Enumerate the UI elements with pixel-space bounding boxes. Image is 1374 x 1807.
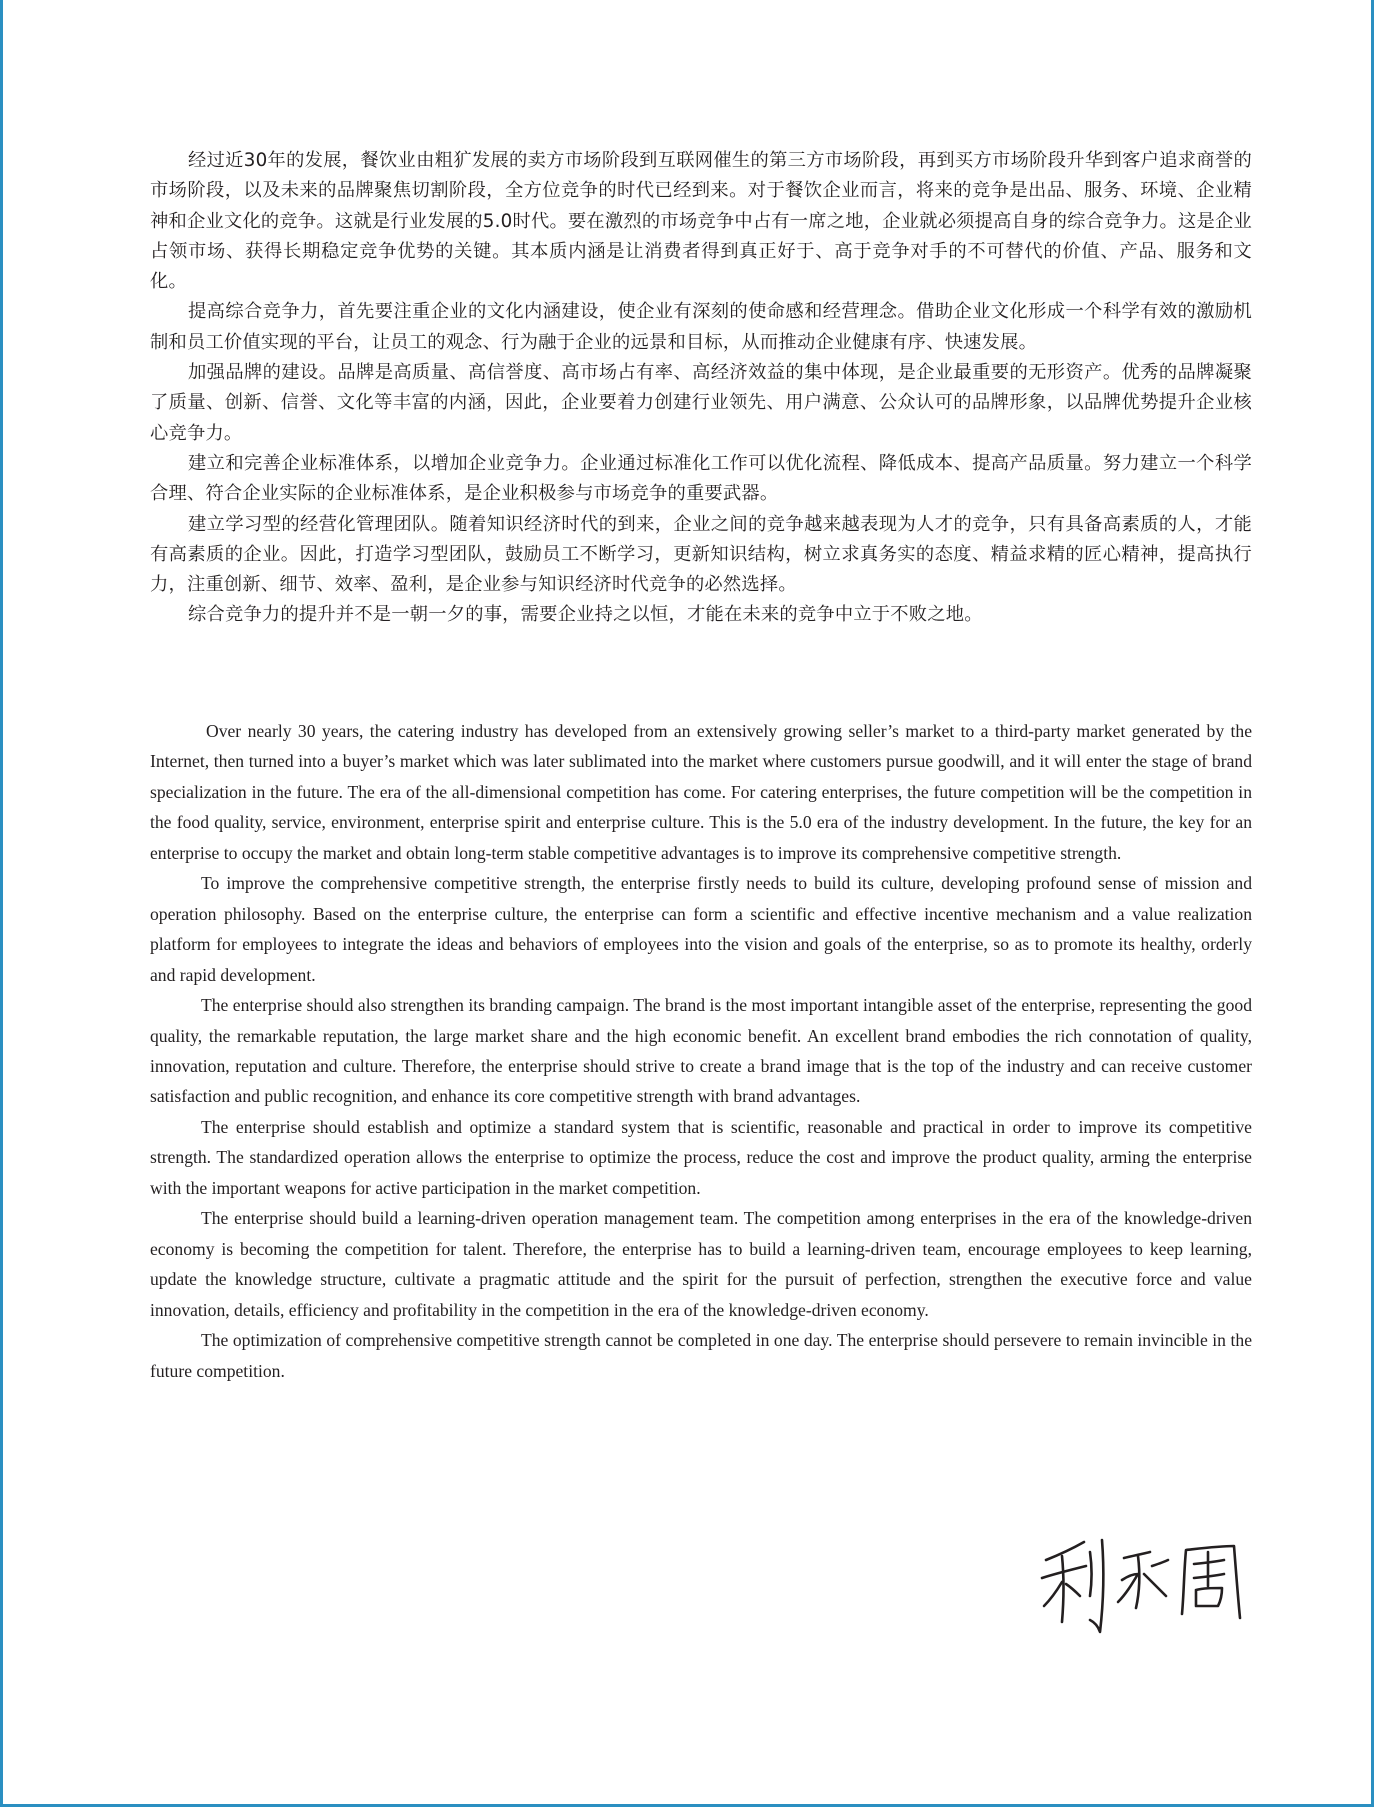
chinese-paragraph-5: 建立学习型的经营化管理团队。随着知识经济时代的到来，企业之间的竞争越来越表现为人才的竞争，只有具备高素质的人，才能有高素质的企业。因此，打造学习型团队，鼓励员工不断学习，更新知识结构，树立求真务实的态度、精益求精的匠心精神，提高执行力，注重创新、细节、效率、盈利，是企业参与知识经济时代竞争的必然选择。: [150, 513, 1252, 596]
english-paragraph-6: The optimization of comprehensive competitive strength cannot be completed in one day. The enterprise should persevere to remain invincible in the future competition.: [150, 1330, 1252, 1381]
handwritten-signature: [1040, 1536, 1250, 1636]
english-paragraph-1: Over nearly 30 years, the catering industry has developed from an extensively growing seller’s market to a third-party market generated by the Internet, then turned into a buyer’s market which was later sublimated into the market where customers pursue goodwill, and it will enter the stage of brand specialization in the future. The era of the all-dimensional competition has come. For catering enterprises, the future competition will be the competition in the food quality, service, environment, enterprise spirit and enterprise culture. This is the 5.0 era of the industry development. In the future, the key for an enterprise to occupy the market and obtain long-term stable competitive advantages is to improve its comprehensive competitive strength.: [150, 721, 1252, 863]
chinese-paragraph-4: 建立和完善企业标准体系，以增加企业竞争力。企业通过标准化工作可以优化流程、降低成本、提高产品质量。努力建立一个科学合理、符合企业实际的企业标准体系，是企业积极参与市场竞争的重要武器。: [150, 452, 1252, 505]
english-text-section: [150, 716, 1252, 1386]
chinese-text-section: [150, 146, 1252, 631]
english-paragraph-2: To improve the comprehensive competitive strength, the enterprise firstly needs to build its culture, developing profound sense of mission and operation philosophy. Based on the enterprise culture, the enterprise can form a scientific and effective incentive mechanism and a value realization platform for employees to integrate the ideas and behaviors of employees into the vision and goals of the enterprise, so as to promote its healthy, orderly and rapid development.: [150, 873, 1252, 985]
chinese-paragraph-1: 经过近30年的发展，餐饮业由粗犷发展的卖方市场阶段到互联网催生的第三方市场阶段，再到买方市场阶段升华到客户追求商誉的市场阶段，以及未来的品牌聚焦切割阶段，全方位竞争的时代已经到来。对于餐饮企业而言，将来的竞争是出品、服务、环境、企业精神和企业文化的竞争。这就是行业发展的5.0时代。要在激烈的市场竞争中占有一席之地，企业就必须提高自身的综合竞争力。这是企业占领市场、获得长期稳定竞争优势的关键。其本质内涵是让消费者得到真正好于、高于竞争对手的不可替代的价值、产品、服务和文化。: [150, 150, 1252, 293]
chinese-paragraph-3: 加强品牌的建设。品牌是高质量、高信誉度、高市场占有率、高经济效益的集中体现，是企业最重要的无形资产。优秀的品牌凝聚了质量、创新、信誉、文化等丰富的内涵，因此，企业要着力创建行业领先、用户满意、公众认可的品牌形象，以品牌优势提升企业核心竞争力。: [150, 362, 1252, 444]
english-paragraph-4: The enterprise should establish and optimize a standard system that is scientific, reasonable and practical in order to improve its competitive strength. The standardized operation allows the enterprise to optimize the process, reduce the cost and improve the product quality, arming the enterprise with the important weapons for active participation in the market competition.: [150, 1116, 1252, 1198]
chinese-paragraph-2: 提高综合竞争力，首先要注重企业的文化内涵建设，使企业有深刻的使命感和经营理念。借助企业文化形成一个科学有效的激励机制和员工价值实现的平台，让员工的观念、行为融于企业的远景和目标，从而推动企业健康有序、快速发展。: [150, 301, 1252, 353]
left-border-line: [0, 0, 3, 1807]
chinese-paragraph-6: 综合竞争力的提升并不是一朝一夕的事，需要企业持之以恒，才能在未来的竞争中立于不败之地。: [188, 604, 983, 626]
english-paragraph-3: The enterprise should also strengthen its branding campaign. The brand is the most important intangible asset of the enterprise, representing the good quality, the remarkable reputation, the large market share and the high economic benefit. An excellent brand embodies the rich connotation of quality, innovation, reputation and culture. Therefore, the enterprise should strive to create a brand image that is the top of the industry and can receive customer satisfaction and public recognition, and enhance its core competitive strength with brand advantages.: [150, 995, 1252, 1107]
english-paragraph-5: The enterprise should build a learning-driven operation management team. The competition among enterprises in the era of the knowledge-driven economy is becoming the competition for talent. Therefore, the enterprise has to build a learning-driven team, encourage employees to keep learning, update the knowledge structure, cultivate a pragmatic attitude and the spirit for the pursuit of perfection, strengthen the executive force and value innovation, details, efficiency and profitability in the competition in the era of the knowledge-driven economy.: [150, 1208, 1252, 1320]
